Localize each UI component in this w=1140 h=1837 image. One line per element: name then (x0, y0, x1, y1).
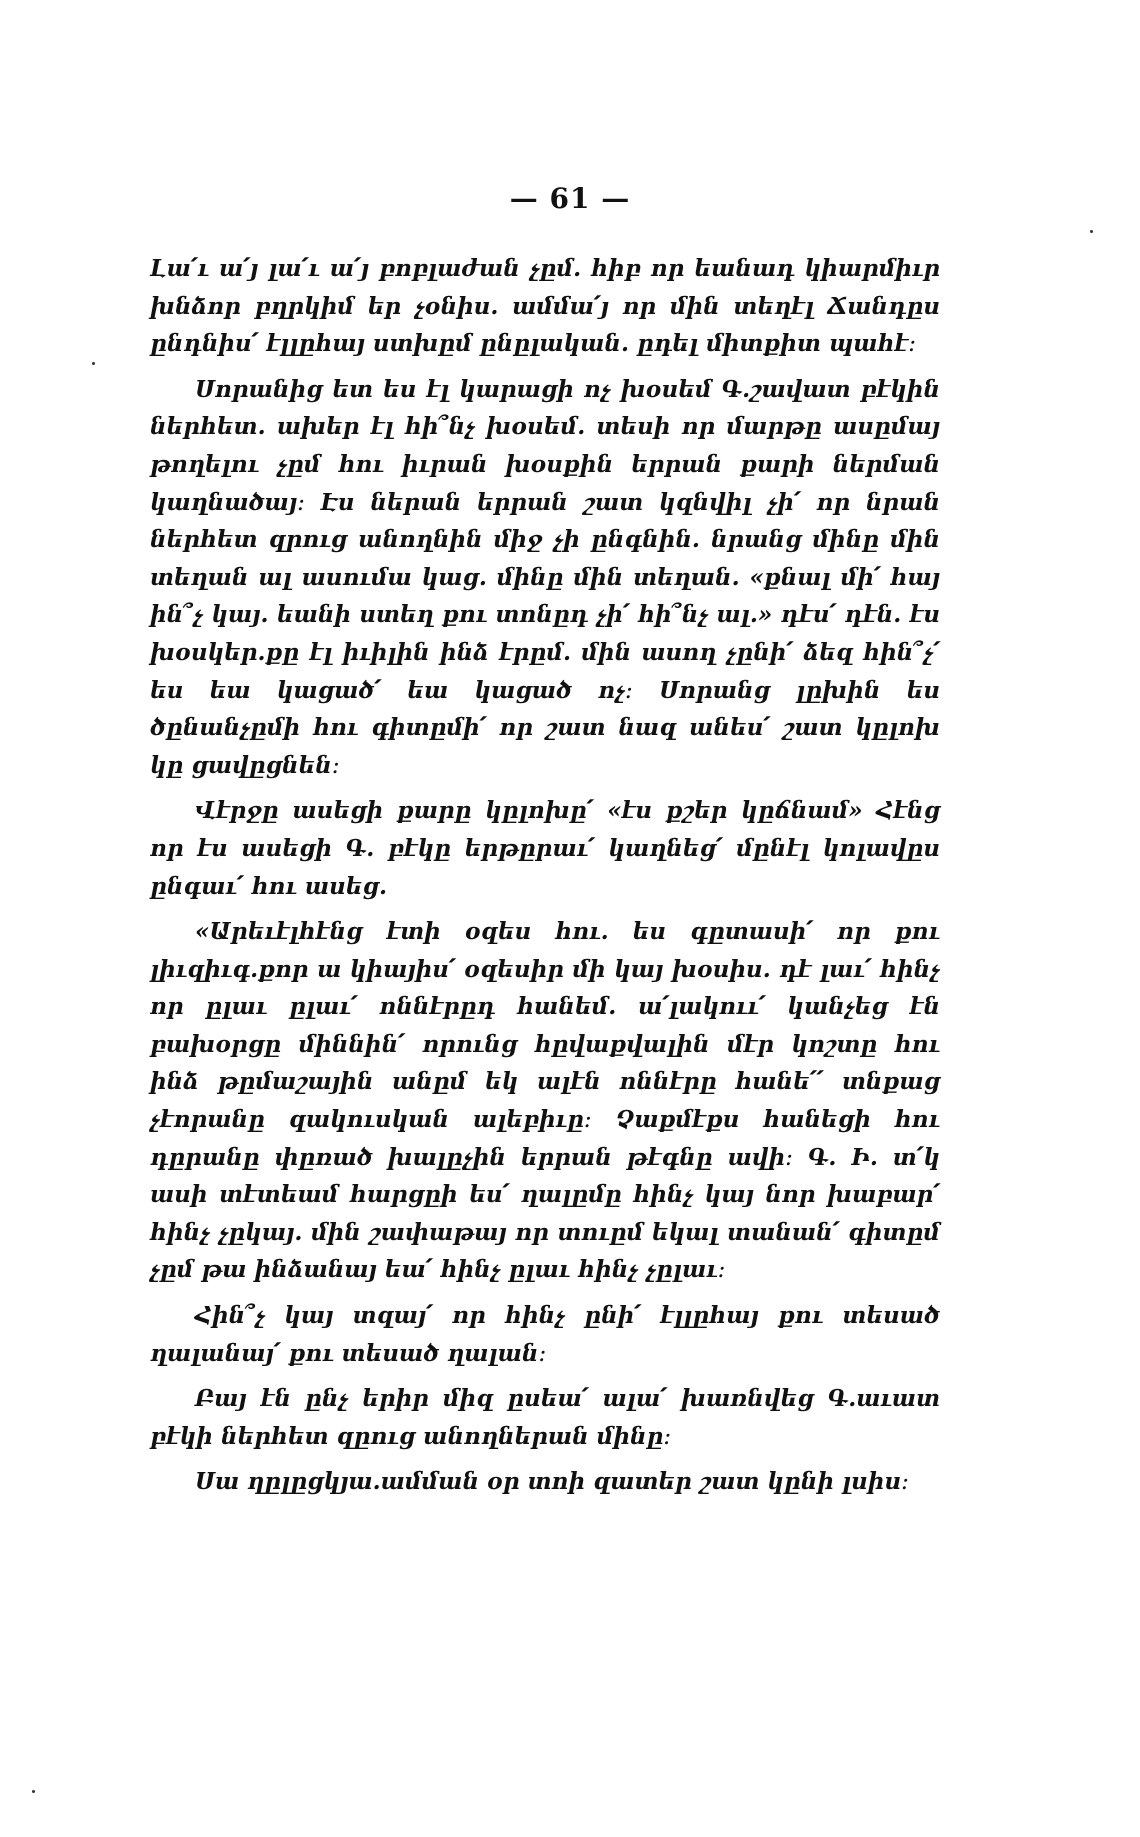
paragraph-2: Սորանից ետ ես էլ կարացի ոչ խօսեմ Գ.շավատ բէկին ներհետ. ախեր էլ հի՞նչ խօսեմ. տեսի որ մարթը ասըմայ թողելու չըմ հու իւրան խօսքին երրան քարի ներման կաղնածայ։ Էս ներան երրան շատ կզնվիլ չի՛ որ նրան ներհետ զրուց անողնին միջ չի ընգնին. նրանց մինը մին տեղան ալ ասումա կաց. մինը մին տեղան. «քնալ մի՛ հայ ին՞չ կայ. եանի ստեղ քու տոնըդ չի՛ հի՞նչ ալ.» դէս՛ դէն. էս խօսկեր.քը էլ իւիլին ինձ էրըմ. մին ասող չընի՛ ձեզ հին՞չ՛ ես եա կացած՛ եա կացած ոչ։ Սորանց լըխին ես ծընանչըմի հու գիտըմի՛ որ շատ նազ անես՛ շատ կըլոխ կը ցավըցնեն։ (150, 375, 940, 779)
paragraph-1: Լա՛ւ ա՛յ լա՛ւ ա՛յ բոբլաժան չըմ. հիբ որ եանադ կիարմիւր խնձոր բղրկիմ եր չօնիս. ամմա՛յ որ մին տեղէլ Ճանդըս ընդնիս՛ էլլըհայ ստխըմ ընըլական. ըդել միտքիտ պահէ։ (150, 255, 940, 358)
scan-speck (32, 1790, 35, 1793)
body-text (150, 250, 940, 1501)
scan-speck (92, 362, 95, 365)
paragraph-6: Բայ էն ընչ երիր միզ ըսեա՛ ալա՛ խառնվեց Գ.աւատ բէկի ներհետ զըուց անողներան մինը։ (150, 1385, 940, 1450)
scan-speck (1090, 230, 1093, 233)
paragraph-5: Հին՞չ կայ տզայ՛ որ հինչ ընի՛ էլլըհայ քու տեսած ղալանայ՛ քու տեսած ղալան։ (150, 1302, 940, 1367)
paragraph-4: «Արեւէլհէնց էտի օզես հու. ես գըտասի՛ որ քու լիւզիւգ.քոր ա կիայիս՛ օզեսիր մի կայ խօսիս. դէ լաւ՛ հինչ որ ըլաւ ըլաւ՛ ոննէրըդ հանեմ. ա՛լակոււ՛ կանչեց էն բախօրցը միննին՛ որունց հըվաքվալին մէր կոշտը հու ինձ թըմաշային անըմ եկ ալէն ոննէրը հանե՛՛ տնքաց չէորանը զակուսկան ալեբիւը։ Չաքմէքս հանեցի հու դըրանը փըռած խալըչին երրան թէգնը ավի։ Գ. Ի. տ՛կ ասի տէտեամ հարցըի ես՛ ղալըմը հինչ կայ նոր խաբար՛ հինչ չըկայ. մին շափաթայ որ տուըմ եկալ տանան՛ գիտըմ չըմ թա ինձանայ եա՛ հինչ ըլաւ հինչ չըլաւ։ (150, 918, 940, 1284)
paragraph-3: Վէրջը ասեցի քարը կըլոխը՛ «էս քշեր կըճնամ» Հէնց որ էս ասեցի Գ. բէկը երթըրաւ՛ կաղնեց՛ մընէլ կոլավըս ընգաւ՛ հու ասեց. (150, 797, 940, 900)
paragraph-7: Սա ղըլըցկյա.ամման օր տոի զատեր շատ կընի լսիս։ (195, 1468, 909, 1496)
page-number: — 61 — (509, 182, 631, 215)
